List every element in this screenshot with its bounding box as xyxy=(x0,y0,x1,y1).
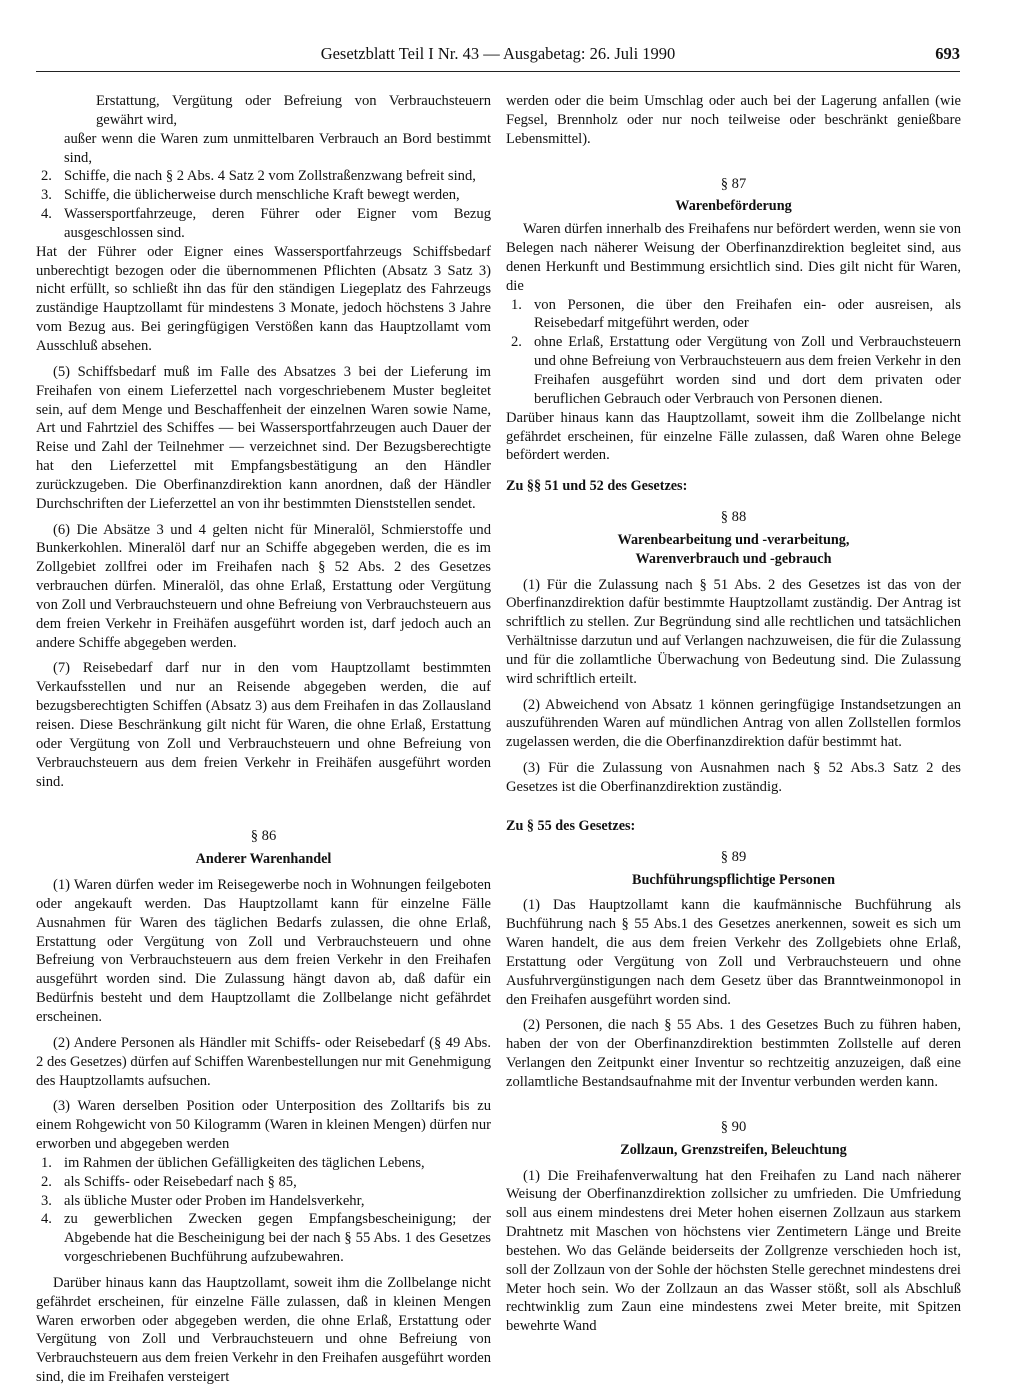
paragraph: (3) Waren derselben Position oder Unterposition des Zolltarifs bis zu einem Rohgewicht von 50 Kilogramm (Waren in kleinen Mengen) dürfen nur erworben und abgegeben werden xyxy=(36,1098,491,1153)
list-item xyxy=(36,1154,491,1173)
list-item xyxy=(36,1210,491,1267)
list-text: Wassersportfahrzeuge, deren Führer oder Eigner vom Bezug ausgeschlossen sind. xyxy=(64,206,491,241)
paragraph: (2) Personen, die nach § 55 Abs. 1 des Gesetzes Buch zu führen haben, haben der von der Oberfinanzdirektion bestimmten Zollstelle auf deren Verlangen den Zeitpunkt einer Inventur so rechtzeitig anzuzeigen, daß eine zollamtliche Bestandsaufnahme mit der Inventur verbunden werden kann. xyxy=(506,1017,961,1090)
list-item xyxy=(36,1192,491,1211)
list-number: 1. xyxy=(41,1154,52,1171)
list-text: als übliche Muster oder Proben im Handelsverkehr, xyxy=(64,1192,365,1209)
subheading: Zu § 55 des Gesetzes: xyxy=(506,817,636,834)
list-text: zu gewerblichen Zwecken gegen Empfangsbescheinigung; der Abgebende hat die Bescheinigung bei der nach § 55 Abs. 1 des Gesetzes vorgeschriebenen Buchführung aufzubewahren. xyxy=(64,1211,491,1266)
paragraph: werden oder die beim Umschlag oder auch bei der Lagerung anfallen (wie Fegsel, Brennholz oder nur noch teilweise oder beschränkt genießbare Lebensmittel). xyxy=(506,93,961,147)
paragraph-5: (5) Schiffsbedarf muß im Falle des Absatzes 3 bei der Lieferung im Freihafen von einem Lieferzettel nach vorgeschriebenem Muster begleitet sein, auf dem Menge und Beschaffenheit der einzelnen Waren sowie Name, Art und Fahrtziel des Schiffes — bei Wassersportfahrzeugen auch Dauer der Reise und Zahl der Teilnehmer — verzeichnet sind. Der Bezugsberechtigte hat den Lieferzettel mit Empfangsbestätigung an den Händler zurückzugeben. Die Oberfinanzdirektion kann anordnen, daß der Händler Durchschriften der Lieferzettel an von ihr bestimmten Dienststellen sendet. xyxy=(36,363,491,512)
section-number: § 90 xyxy=(720,1118,747,1135)
header-title: Gesetzblatt Teil I Nr. 43 — Ausgabetag: 26. Juli 1990 xyxy=(320,44,676,63)
section-heading: Warenbeförderung xyxy=(675,198,792,215)
paragraph: (1) Die Freihafenverwaltung hat den Freihafen zu Land nach näherer Weisung der Oberfinanzdirektion zollsicher zu umfrieden. Die Umfriedung soll aus einem mindestens drei Meter hohen eisernen Zollzaun aus starkem Drahtnetz mit Maschen von höchstens vier Zentimetern Länge und Breite bestehen. Wo das Gelände beiderseits der Zollgrenze verschieden hoch ist, soll der Zollzaun von der Sohle der höchsten Stelle gerechnet mindestens drei Meter hoch sein. Wo der Zollzaun an das Wasser stößt, soll als Abschluß rechtwinklig zum Zaun eine mindestens zwei Meter breite, mit Spitzen bewehrte Wand xyxy=(506,1167,961,1335)
paragraph: (1) Waren dürfen weder im Reisegewerbe noch in Wohnungen feilgeboten oder angekauft werden. Das Hauptzollamt kann für einzelne Fälle Ausnahmen für Waren des täglichen Bedarfs zulassen, die ohne Erlaß, Erstattung oder Vergütung von Zoll und Verbrauchsteuern und ohne Befreiung von Verbrauchsteuern aus dem freien Verkehr in den Freihafen ausgeführt worden sind. Die Zulassung hängt davon ab, daß dafür ein Bedürfnis besteht und dem Hauptzollamt die Zollbelange nicht gefährdet erscheinen. xyxy=(36,877,491,1025)
header-rule xyxy=(36,71,960,72)
section-number: § 86 xyxy=(250,828,277,845)
left-column xyxy=(36,92,491,1387)
list-item xyxy=(36,1173,491,1192)
list-item xyxy=(36,205,491,243)
list-item xyxy=(36,186,491,205)
section-heading: Warenverbrauch und -gebrauch xyxy=(635,550,832,567)
paragraph: (1) Das Hauptzollamt kann die kaufmännische Buchführung als Buchführung nach § 55 Abs.1 des Gesetzes anerkennen, soweit es sich um Waren handelt, die aus dem freien Verkehr des Zollgebiets ohne Erlaß, Erstattung oder Vergütung von Zoll und Verbrauchsteuern und ohne Ausfuhrvergünstigungen nach dem Gesetz über das Branntweinmonopol in den Freihafen ausgeführt worden sind. xyxy=(506,897,961,1008)
continued-clause: Erstattung, Vergütung oder Befreiung von Verbrauchsteuern gewährt wird, xyxy=(96,93,491,128)
subheading: Zu §§ 51 und 52 des Gesetzes: xyxy=(506,478,688,495)
right-column xyxy=(506,92,961,1336)
list-text: Schiffe, die üblicherweise durch menschliche Kraft bewegt werden, xyxy=(64,187,460,204)
section-number: § 87 xyxy=(720,175,747,192)
paragraph: Darüber hinaus kann das Hauptzollamt, soweit ihm die Zollbelange nicht gefährdet erscheinen, für einzelne Fälle zulassen, daß Waren ohne Belege befördert werden. xyxy=(506,409,961,464)
paragraph: Waren dürfen innerhalb des Freihafens nur befördert werden, wenn sie von Belegen nach näherer Weisung der Oberfinanzdirektion begleitet sind, aus denen Herkunft und Bestimmung ersichtlich sind. Dies gilt nicht für Waren, die xyxy=(506,221,961,294)
list-text: Schiffe, die nach § 2 Abs. 4 Satz 2 vom Zollstraßenzwang befreit sind, xyxy=(64,168,476,185)
section-heading: Warenbearbeitung und -verarbeitung, xyxy=(617,531,850,548)
paragraph-6: (6) Die Absätze 3 und 4 gelten nicht für Mineralöl, Schmierstoffe und Bunkerkohlen. Mineralöl darf nur an Schiffe abgegeben werden, die es im Zollgebiet zollfrei oder im Freihafen nach § 52 Abs. 2 des Gesetzes verbrauchen dürfen. Mineralöl, das ohne Erlaß, Erstattung oder Vergütung von Zoll und Verbrauchsteuern und ohne Befreiung von Verbrauchsteuern aus dem freien Verkehr in Freihäfen ausgeführt worden ist, darf jedoch auch an andere Schiffe abgegeben werden. xyxy=(36,521,491,651)
continued-clause: außer wenn die Waren zum unmittelbaren Verbrauch an Bord bestimmt sind, xyxy=(64,130,491,166)
page-header xyxy=(36,44,960,74)
list-text: im Rahmen der üblichen Gefälligkeiten des täglichen Lebens, xyxy=(64,1154,425,1171)
section-heading: Buchführungspflichtige Personen xyxy=(632,871,835,888)
list-number: 2. xyxy=(511,334,522,351)
list-number: 4. xyxy=(41,206,52,223)
list-item xyxy=(506,296,961,334)
list-text: von Personen, die über den Freihafen ein- oder ausreisen, als Reisebedarf mitgeführt werden, oder xyxy=(534,296,961,332)
list-text: als Schiffs- oder Reisebedarf nach § 85, xyxy=(64,1173,297,1190)
paragraph-7: (7) Reisebedarf darf nur in den vom Hauptzollamt bestimmten Verkaufsstellen und nur an Reisende abgegeben werden, die auf bezugsberechtigten Schiffen (Absatz 3) aus dem Freihafen in das Zollausland reisen. Diese Beschränkung gilt nicht für Waren, die ohne Erlaß, Erstattung oder Vergütung von Zoll und Verbrauchsteuern und ohne Befreiung von Verbrauchsteuern aus dem freien Verkehr in Freihäfen ausgeführt worden sind. xyxy=(36,660,491,790)
list-number: 2. xyxy=(41,1173,52,1190)
paragraph: (1) Für die Zulassung nach § 51 Abs. 2 des Gesetzes ist das von der Oberfinanzdirektion dafür bestimmte Hauptzollamt zuständig. Der Antrag ist schriftlich zu stellen. Zur Begründung sind alle rechtlichen und tatsächlichen Verhältnisse darzutun und auf Verlangen nachzuweisen, die für die Zulassung und für die zollamtliche Überwachung von Bedeutung sind. Die Zulassung wird schriftlich erteilt. xyxy=(506,576,961,687)
list-number: 1. xyxy=(511,296,522,313)
list-item xyxy=(36,167,491,186)
paragraph: (3) Für die Zulassung von Ausnahmen nach § 52 Abs.3 Satz 2 des Gesetzes ist die Oberfinanzdirektion zuständig. xyxy=(506,760,961,795)
paragraph: (2) Abweichend von Absatz 1 können geringfügige Instandsetzungen an auszuführenden Waren auf mündlichen Antrag von allen Zollstellen formlos zugelassen werden, die die Oberfinanzdirektion dafür bestimmt hat. xyxy=(506,696,961,751)
section-number: § 89 xyxy=(720,848,747,865)
paragraph: Darüber hinaus kann das Hauptzollamt, soweit ihm die Zollbelange nicht gefährdet erscheinen, für einzelne Fälle zulassen, daß in kleinen Mengen Waren erworben oder abgegeben werden, die ohne Erlaß, Erstattung oder Vergütung von Zoll und Verbrauchsteuern und ohne Befreiung von Verbrauchsteuern aus dem freien Verkehr in den Freihafen ausgeführt worden sind, die im Freihafen versteigert xyxy=(36,1274,491,1386)
paragraph: (2) Andere Personen als Händler mit Schiffs- oder Reisebedarf (§ 49 Abs. 2 des Gesetzes) dürfen auf Schiffen Warenbestellungen nur mit Genehmigung des Hauptzollamts aufsuchen. xyxy=(36,1034,492,1089)
list-number: 3. xyxy=(41,187,52,204)
page-number: 693 xyxy=(935,44,960,63)
paragraph: Hat der Führer oder Eigner eines Wassersportfahrzeugs Schiffsbedarf unberechtigt bezogen oder die übernommenen Pflichten (Absatz 3 Satz 3) nicht erfüllt, so schließt ihn das für den ständigen Liegeplatz des Fahrzeugs zuständige Hauptzollamt für mindestens 3 Monate, jedoch höchstens 3 Jahre vom Bezug aus. Bei geringfügigen Verstößen kann das Hauptzollamt vom Ausschluß absehen. xyxy=(36,243,491,354)
section-heading: Anderer Warenhandel xyxy=(195,851,332,868)
list-number: 2. xyxy=(41,168,52,185)
list-number: 3. xyxy=(41,1192,52,1209)
section-heading: Zollzaun, Grenzstreifen, Beleuchtung xyxy=(620,1141,847,1158)
section-number: § 88 xyxy=(720,509,747,526)
list-text: ohne Erlaß, Erstattung oder Vergütung von Zoll und Verbrauchsteuern und ohne Befreiung von Verbrauchsteuern aus dem freien Verkehr in den Freihafen ausgeführt worden sind und dort dem privaten oder beruflichen Gebrauch oder Verbrauch von Personen dienen. xyxy=(534,334,961,407)
list-item xyxy=(506,333,961,408)
list-number: 4. xyxy=(41,1211,52,1228)
